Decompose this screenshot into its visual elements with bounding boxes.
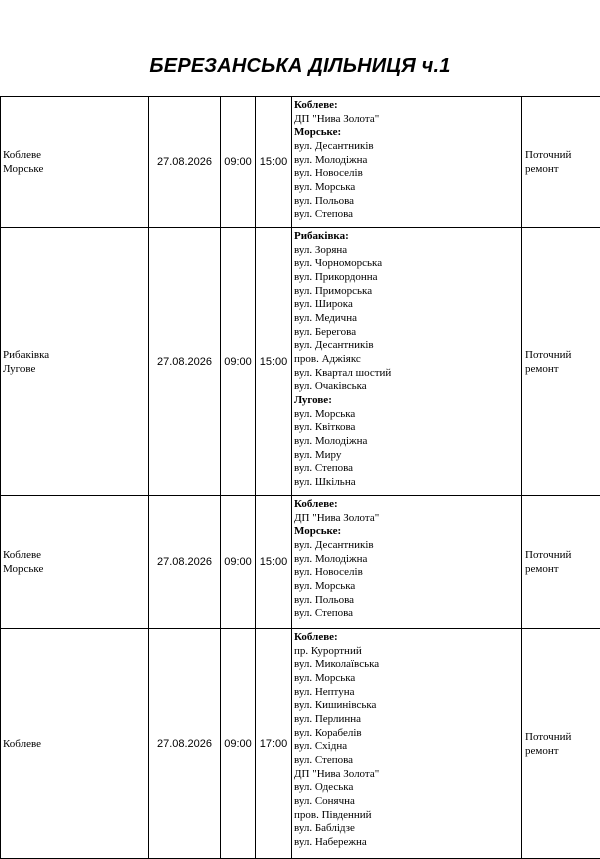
reason-text: ремонт (525, 744, 598, 758)
address-group-heading: Лугове: (294, 394, 519, 408)
address-line: пр. Курортний (294, 645, 519, 659)
address-line: вул. Нептуна (294, 686, 519, 700)
settlement-cell (1, 496, 149, 629)
date-cell: 27.08.2026 (149, 629, 221, 859)
address-line: вул. Польова (294, 195, 519, 209)
end-time-cell: 15:00 (256, 496, 292, 629)
address-line: вул. Морська (294, 580, 519, 594)
address-line: пров. Аджіякс (294, 353, 519, 367)
table-row (1, 97, 600, 228)
date-cell: 27.08.2026 (149, 97, 221, 228)
address-line: вул. Східна (294, 740, 519, 754)
date-cell: 27.08.2026 (149, 496, 221, 629)
address-line: вул. Медична (294, 312, 519, 326)
settlement-name: Коблеве (3, 548, 146, 562)
reason-cell (522, 228, 600, 496)
address-line: вул. Молодіжна (294, 553, 519, 567)
address-line: вул. Миру (294, 449, 519, 463)
address-line: вул. Шкільна (294, 476, 519, 490)
address-group-heading: Морське: (294, 525, 519, 539)
date-cell: 27.08.2026 (149, 228, 221, 496)
address-line: вул. Степова (294, 607, 519, 621)
address-line: вул. Новоселів (294, 167, 519, 181)
address-line: вул. Миколаївська (294, 658, 519, 672)
address-group-heading: Коблеве: (294, 631, 519, 645)
start-time-cell: 09:00 (221, 97, 256, 228)
address-line: вул. Перлинна (294, 713, 519, 727)
address-line: вул. Квіткова (294, 421, 519, 435)
table-row (1, 228, 600, 496)
address-line: вул. Десантників (294, 339, 519, 353)
address-line: пров. Південний (294, 809, 519, 823)
address-line: вул. Приморська (294, 285, 519, 299)
address-line: вул. Зоряна (294, 244, 519, 258)
start-time-cell: 09:00 (221, 496, 256, 629)
address-line: вул. Широка (294, 298, 519, 312)
end-time-cell: 15:00 (256, 97, 292, 228)
address-group-heading: Морське: (294, 126, 519, 140)
address-line: ДП "Нива Золота" (294, 113, 519, 127)
settlement-name: Рибаківка (3, 348, 146, 362)
address-line: вул. Польова (294, 594, 519, 608)
reason-cell (522, 496, 600, 629)
address-group-heading: Коблеве: (294, 498, 519, 512)
settlement-name: Морське (3, 162, 146, 176)
settlement-name: Лугове (3, 362, 146, 376)
address-line: вул. Степова (294, 754, 519, 768)
settlement-name: Коблеве (3, 148, 146, 162)
table-body (1, 97, 600, 859)
address-line: ДП "Нива Золота" (294, 768, 519, 782)
address-line: вул. Квартал шостий (294, 367, 519, 381)
address-line: вул. Очаківська (294, 380, 519, 394)
end-time-cell: 15:00 (256, 228, 292, 496)
address-line: вул. Набережна (294, 836, 519, 850)
address-line: ДП "Нива Золота" (294, 512, 519, 526)
addresses-cell (292, 496, 522, 629)
address-line: вул. Степова (294, 462, 519, 476)
table-row (1, 496, 600, 629)
end-time-cell: 17:00 (256, 629, 292, 859)
reason-text: Поточний (525, 348, 598, 362)
address-line: вул. Одеська (294, 781, 519, 795)
address-line: вул. Прикордонна (294, 271, 519, 285)
reason-text: Поточний (525, 148, 598, 162)
address-line: вул. Морська (294, 408, 519, 422)
reason-cell (522, 629, 600, 859)
reason-text: ремонт (525, 362, 598, 376)
address-line: вул. Морська (294, 672, 519, 686)
settlement-name: Коблеве (3, 737, 146, 751)
address-line: вул. Кишинівська (294, 699, 519, 713)
address-line: вул. Новоселів (294, 566, 519, 580)
address-line: вул. Десантників (294, 140, 519, 154)
address-line: вул. Сонячна (294, 795, 519, 809)
settlement-cell (1, 97, 149, 228)
settlement-cell (1, 629, 149, 859)
reason-text: Поточний (525, 730, 598, 744)
address-group-heading: Коблеве: (294, 99, 519, 113)
reason-text: Поточний (525, 548, 598, 562)
reason-text: ремонт (525, 162, 598, 176)
settlement-name: Морське (3, 562, 146, 576)
address-line: вул. Берегова (294, 326, 519, 340)
address-line: вул. Баблідзе (294, 822, 519, 836)
start-time-cell: 09:00 (221, 228, 256, 496)
reason-cell (522, 97, 600, 228)
start-time-cell: 09:00 (221, 629, 256, 859)
reason-text: ремонт (525, 562, 598, 576)
table-row (1, 629, 600, 859)
address-group-heading: Рибаківка: (294, 230, 519, 244)
outage-schedule-table (0, 96, 600, 859)
addresses-cell (292, 228, 522, 496)
address-line: вул. Чорноморська (294, 257, 519, 271)
address-line: вул. Морська (294, 181, 519, 195)
address-line: вул. Корабелів (294, 727, 519, 741)
page-title: БЕРЕЗАНСЬКА ДІЛЬНИЦЯ ч.1 (0, 55, 600, 78)
addresses-cell (292, 629, 522, 859)
settlement-cell (1, 228, 149, 496)
address-line: вул. Молодіжна (294, 154, 519, 168)
address-line: вул. Степова (294, 208, 519, 222)
address-line: вул. Молодіжна (294, 435, 519, 449)
addresses-cell (292, 97, 522, 228)
address-line: вул. Десантників (294, 539, 519, 553)
